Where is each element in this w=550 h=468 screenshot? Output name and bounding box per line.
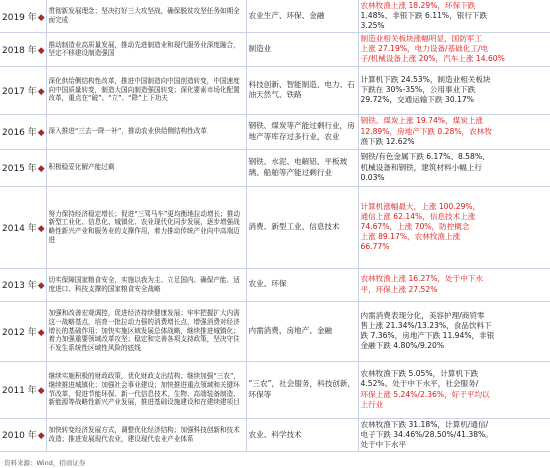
performance-line: 74.67%，上涨 70%，防控概念 <box>360 222 470 232</box>
diamond-marker-icon: ◆ <box>37 223 45 234</box>
sector-cell: 消费、新型工业、信息技术 <box>246 186 358 268</box>
performance-line: 上涨 89.17%，农林牧渔上涨 <box>360 232 461 242</box>
table-row <box>0 33 550 66</box>
performance-line: 子/机械设备上涨 20%，汽车上涨 14.60% <box>360 54 505 64</box>
performance-line: 内需消费表现分化，美容护理/商贸零 <box>360 310 485 320</box>
sector-cell: 钢铁、煤炭等产能过剩行业，房地产等库存过多行业，农业 <box>246 114 358 149</box>
table-row <box>0 114 550 149</box>
year-label: 2012 年 <box>2 327 37 338</box>
policy-cell: 贯彻新发展理念；坚决打好三大攻坚战，确保脱贫攻坚任务如期全面完成 <box>46 0 246 33</box>
diamond-marker-icon: ◆ <box>37 327 45 338</box>
year-cell <box>0 361 46 418</box>
year-label: 2013 年 <box>2 281 37 292</box>
performance-line: 售上涨 21.34%/13.23%，食品饮料下 <box>360 320 492 330</box>
performance-line: 金融下跌 4.80%/9.20% <box>360 341 445 351</box>
performance-line: 计算机下跌 24.53%，制造业相关板块 <box>360 74 491 84</box>
diamond-marker-icon: ◆ <box>37 431 45 442</box>
performance-line: 平，环保上涨 27.52% <box>360 284 438 294</box>
table-row <box>0 301 550 361</box>
policy-cell: 深化供给侧结构性改革，推进中国制造向中国创造转变，中国速度向中国质量转变，制造大国向制造强国转变；深化要素市场化配置改革，重点在“破”、“立”、“降”上下功夫 <box>46 66 246 114</box>
diamond-marker-icon: ◆ <box>37 386 45 397</box>
year-label: 2016 年 <box>2 128 37 139</box>
performance-line: 农林牧渔下跌 5.05%，计算机下跌 <box>360 369 479 379</box>
year-cell <box>0 66 46 114</box>
table-row <box>0 66 550 114</box>
performance-cell <box>358 149 550 186</box>
table-row <box>0 361 550 418</box>
performance-line: 钢铁/有色金属下跌 6.17%、8.58%、 <box>360 152 490 162</box>
diamond-marker-icon: ◆ <box>37 128 45 139</box>
performance-line: 上行业 <box>360 399 384 409</box>
performance-line: 上涨 27.19%，电力设备/基础化工/电 <box>360 44 489 54</box>
sector-cell: 制造业 <box>246 33 358 66</box>
performance-line: 农林牧渔上涨 16.27%，处于中下水 <box>360 274 483 284</box>
diamond-marker-icon: ◆ <box>37 281 45 292</box>
year-label: 2017 年 <box>2 86 37 97</box>
performance-cell <box>358 301 550 361</box>
table-row <box>0 186 550 268</box>
performance-cell <box>358 418 550 451</box>
performance-line: 机械设备和钢铁，建筑材料小幅上行 <box>360 162 482 172</box>
year-cell <box>0 268 46 301</box>
performance-line: 下跌在 30%-35%，公用事业下跌 <box>360 85 476 95</box>
table-row <box>0 149 550 186</box>
performance-line: 1.48%、非银下跌 6.11%，银行下跌 <box>360 11 488 21</box>
policy-cell: 切实保障国家粮食安全，实施以我为主、立足国内、确保产能、适度进口、科技支撑的国家粮食安全战略 <box>46 268 246 301</box>
performance-line: 12.89%，房地产下跌 0.28%，农林牧 <box>360 126 492 136</box>
year-label: 2010 年 <box>2 431 37 442</box>
performance-cell <box>358 114 550 149</box>
diamond-marker-icon: ◆ <box>37 86 45 97</box>
year-label: 2018 年 <box>2 45 37 56</box>
year-cell <box>0 33 46 66</box>
performance-line: 66.77% <box>360 242 390 252</box>
table-row <box>0 0 550 33</box>
performance-line: 通信上涨 62.14%，信息技术上涨 <box>360 211 476 221</box>
performance-line: 钢铁、煤炭上涨 19.74%，煤炭上涨 <box>360 116 483 126</box>
year-cell <box>0 114 46 149</box>
performance-cell <box>358 66 550 114</box>
performance-cell <box>358 361 550 418</box>
performance-cell <box>358 186 550 268</box>
policy-cell: 深入推进“三去一降一补”，推动农业供给侧结构性改革 <box>46 114 246 149</box>
year-cell <box>0 418 46 451</box>
sector-cell: 钢铁、水泥、电解铝、平板玻璃、船舶等产能过剩行业 <box>246 149 358 186</box>
sector-cell: 内需消费、房地产、金融 <box>246 301 358 361</box>
performance-line: 农林牧渔下跌 31.18%，计算机/通信/ <box>360 419 489 429</box>
policy-cell: 努力保持经济稳定增长；促进“三驾马车”更均衡地拉动增长；推动新型工业化、信息化、城镇化、农业现代化同步发展，逐步增强战略性新兴产业和服务业的支撑作用，着力推动传统产业向中高端迈进 <box>46 186 246 268</box>
policy-cell: 加强和改善宏观调控，促进经济持续健康发展；牢牢把握扩大内需这一战略基点，培育一批拉动力强的消费增长点，增强消费对经济增长的基础作用；加快实施区域发展总体战略，继续推进城镇化；着力加强重要领域改革攻坚；稳定和完善各项支持政策，坚决守住不发生系统性区域性风险的底线 <box>46 301 246 361</box>
sector-cell: 农业、环保 <box>246 268 358 301</box>
year-cell <box>0 301 46 361</box>
year-label: 2015 年 <box>2 164 37 175</box>
year-label: 2019 年 <box>2 12 37 23</box>
table-row <box>0 418 550 451</box>
performance-line: 农林牧渔上涨 18.29%，环保下跌 <box>360 1 476 10</box>
year-label: 2011 年 <box>2 386 37 397</box>
performance-line: 处于中下水平 <box>360 439 407 449</box>
year-cell <box>0 186 46 268</box>
table-row <box>0 268 550 301</box>
policy-cell: 加快转变经济发展方式，调整优化经济结构；加强科技创新和技术改造；推进发展现代农业，建设现代农业产业体系 <box>46 418 246 451</box>
policy-cell: 继续实施积极的财政政策，优化财政支出结构；继续加强“三农”，继续推进城镇化；加强社会事业建设；加快推进重点领域和关键环节改革，促进节能环保、新一代信息技术、生物、高端装备制造、新能源等战略性新兴产业发展，推进基础设施建设和在建续建项目 <box>46 361 246 418</box>
performance-line: 29.72%，交通运输下跌 30.17% <box>360 95 474 105</box>
performance-line: 电子下跌 34.46%/28.50%/41.38%。 <box>360 429 493 439</box>
diamond-marker-icon: ◆ <box>37 12 45 23</box>
sector-cell: 科技创新、智能制造、电力、石油天然气、铁路 <box>246 66 358 114</box>
policy-cell: 积极稳妥化解产能过剩 <box>46 149 246 186</box>
performance-line: 跌 7.36%，房地产下跌 11.94%，非银 <box>360 331 495 341</box>
year-cell <box>0 149 46 186</box>
performance-line: 渔下跌 12.62% <box>360 136 415 146</box>
diamond-marker-icon: ◆ <box>37 45 45 56</box>
performance-line: 3.25% <box>360 21 385 31</box>
performance-line: 4.52%。处于中下水平，社会服务/ <box>360 379 479 389</box>
sector-cell: “三农”，社会服务，科技创新，环保等 <box>246 361 358 418</box>
diamond-marker-icon: ◆ <box>37 164 45 175</box>
performance-cell <box>358 33 550 66</box>
sector-cell: 农业生产、环保、金融 <box>246 0 358 33</box>
policy-cell: 推动制造业高质量发展，推动先进制造业和现代服务业深度融合，坚定不移建设制造强国 <box>46 33 246 66</box>
performance-cell <box>358 268 550 301</box>
performance-line: 制造业相关板块涨幅明显，国防军工 <box>360 34 482 44</box>
performance-line: 环保上涨 5.24%/2.36%，好于平均以 <box>360 389 490 399</box>
performance-cell <box>358 0 550 33</box>
year-label: 2014 年 <box>2 223 37 234</box>
performance-line: 0.03% <box>360 172 385 182</box>
performance-line: 计算机涨幅最大，上涨 100.29%， <box>360 201 481 211</box>
year-cell <box>0 0 46 33</box>
sector-cell: 农业、科学技术 <box>246 418 358 451</box>
source-note: 资料来源：Wind，招商证券 <box>4 459 86 467</box>
